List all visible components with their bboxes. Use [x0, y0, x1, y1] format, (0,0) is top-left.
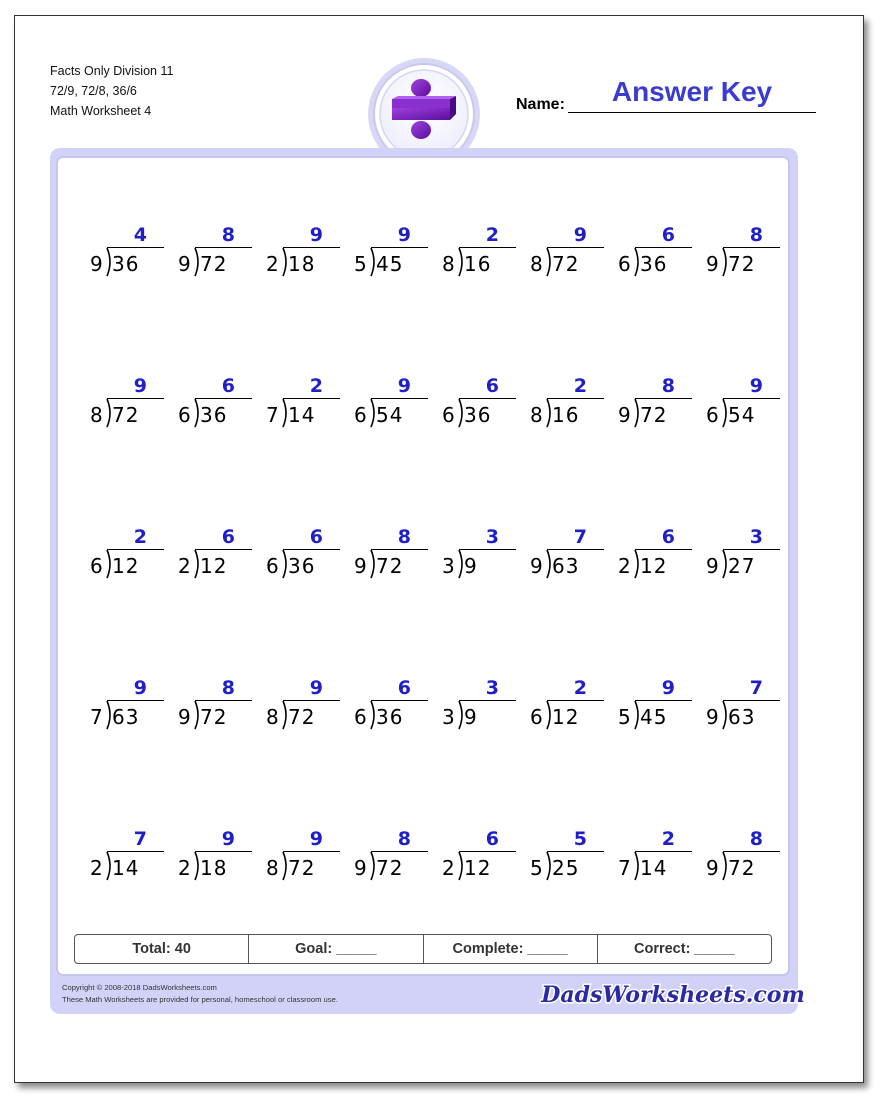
- quotient-answer: 8: [221, 224, 235, 246]
- vinculum-line: [371, 398, 428, 399]
- division-problem: [616, 526, 706, 596]
- quotient-answer: 8: [749, 224, 763, 246]
- vinculum-line: [459, 851, 516, 852]
- divisor: 9: [618, 403, 631, 427]
- division-problem: [352, 224, 442, 294]
- division-problem: [88, 224, 178, 294]
- dividend: 72: [376, 554, 404, 578]
- quotient-answer: 8: [397, 828, 411, 850]
- answer-key-label: Answer Key: [611, 76, 773, 107]
- quotient-answer: 3: [485, 677, 499, 699]
- name-line: [568, 112, 816, 113]
- quotient-answer: 7: [133, 828, 147, 850]
- vinculum-line: [283, 851, 340, 852]
- divisor: 3: [442, 705, 455, 729]
- vinculum-line: [723, 398, 780, 399]
- dividend: 72: [376, 856, 404, 880]
- vinculum-line: [107, 700, 164, 701]
- dividend: 54: [376, 403, 404, 427]
- vinculum-line: [195, 549, 252, 550]
- quotient-answer: 6: [485, 375, 499, 397]
- divisor: 7: [618, 856, 631, 880]
- divisor: 9: [354, 554, 367, 578]
- dividend: 45: [640, 705, 668, 729]
- division-problem: [616, 828, 706, 898]
- quotient-answer: 9: [309, 224, 323, 246]
- divisor: 3: [442, 554, 455, 578]
- dividend: 54: [728, 403, 756, 427]
- dividend: 72: [288, 856, 316, 880]
- divisor: 6: [354, 403, 367, 427]
- dividend: 36: [112, 252, 140, 276]
- dividend: 72: [288, 705, 316, 729]
- dividend: 36: [376, 705, 404, 729]
- quotient-answer: 6: [309, 526, 323, 548]
- name-label: Name:: [516, 96, 565, 113]
- quotient-answer: 2: [573, 375, 587, 397]
- dividend: 12: [464, 856, 492, 880]
- divisor: 8: [530, 252, 543, 276]
- vinculum-line: [371, 247, 428, 248]
- divisor: 8: [266, 705, 279, 729]
- divisor: 8: [530, 403, 543, 427]
- divisor: 9: [178, 705, 191, 729]
- divisor: 5: [354, 252, 367, 276]
- total-count: Total: 40: [75, 935, 249, 963]
- dividend: 16: [552, 403, 580, 427]
- dividend: 12: [640, 554, 668, 578]
- quotient-answer: 7: [749, 677, 763, 699]
- quotient-answer: 8: [661, 375, 675, 397]
- vinculum-line: [371, 549, 428, 550]
- dividend: 72: [728, 252, 756, 276]
- usage-line: These Math Worksheets are provided for personal, homeschool or classroom use.: [62, 995, 338, 1004]
- correct-field: Correct: _____: [634, 941, 735, 957]
- divisor: 9: [706, 252, 719, 276]
- dividend: 72: [112, 403, 140, 427]
- quotient-answer: 8: [221, 677, 235, 699]
- dividend: 45: [376, 252, 404, 276]
- vinculum-line: [635, 549, 692, 550]
- division-problem: [176, 224, 266, 294]
- dividend: 14: [112, 856, 140, 880]
- worksheet-subtitle: 72/9, 72/8, 36/6: [50, 84, 137, 98]
- divisor: 5: [618, 705, 631, 729]
- divisor: 6: [354, 705, 367, 729]
- divisor: 2: [442, 856, 455, 880]
- dividend: 36: [640, 252, 668, 276]
- quotient-answer: 6: [661, 224, 675, 246]
- dividend: 14: [288, 403, 316, 427]
- division-problem: [440, 677, 530, 747]
- quotient-answer: 7: [573, 526, 587, 548]
- brand-logo-text: DadsWorksheets.com: [541, 982, 805, 1008]
- divisor: 6: [266, 554, 279, 578]
- vinculum-line: [195, 247, 252, 248]
- quotient-answer: 4: [133, 224, 147, 246]
- divisor: 9: [354, 856, 367, 880]
- quotient-answer: 9: [661, 677, 675, 699]
- vinculum-line: [723, 700, 780, 701]
- division-problem: [528, 828, 618, 898]
- complete-field: Complete: _____: [424, 935, 598, 963]
- vinculum-line: [195, 398, 252, 399]
- vinculum-line: [723, 247, 780, 248]
- vinculum-line: [195, 700, 252, 701]
- quotient-answer: 9: [397, 224, 411, 246]
- division-problem: [440, 224, 530, 294]
- vinculum-line: [635, 247, 692, 248]
- division-problem: [352, 526, 442, 596]
- vinculum-line: [723, 851, 780, 852]
- vinculum-line: [107, 549, 164, 550]
- divisor: 6: [90, 554, 103, 578]
- quotient-answer: 2: [485, 224, 499, 246]
- dividend: 72: [552, 252, 580, 276]
- quotient-answer: 9: [309, 828, 323, 850]
- quotient-answer: 6: [221, 375, 235, 397]
- dividend: 36: [464, 403, 492, 427]
- dividend: 27: [728, 554, 756, 578]
- divisor: 9: [530, 554, 543, 578]
- quotient-answer: 9: [221, 828, 235, 850]
- quotient-answer: 9: [133, 677, 147, 699]
- divisor: 2: [618, 554, 631, 578]
- division-problem: [264, 828, 354, 898]
- worksheet-info: [50, 61, 173, 121]
- dividend: 72: [200, 252, 228, 276]
- vinculum-line: [459, 549, 516, 550]
- divisor: 6: [530, 705, 543, 729]
- divisor: 6: [618, 252, 631, 276]
- vinculum-line: [547, 851, 604, 852]
- division-problem: [88, 828, 178, 898]
- dividend: 63: [728, 705, 756, 729]
- dividend: 18: [200, 856, 228, 880]
- vinculum-line: [547, 549, 604, 550]
- division-problem: [352, 375, 442, 445]
- worksheet-title: Facts Only Division 11: [50, 64, 174, 78]
- divisor: 2: [178, 856, 191, 880]
- quotient-answer: 5: [573, 828, 587, 850]
- quotient-answer: 2: [661, 828, 675, 850]
- division-problem: [352, 828, 442, 898]
- dividend: 72: [200, 705, 228, 729]
- dividend: 63: [552, 554, 580, 578]
- quotient-answer: 2: [309, 375, 323, 397]
- divisor: 8: [442, 252, 455, 276]
- copyright-line: Copyright © 2008-2018 DadsWorksheets.com: [62, 983, 217, 992]
- vinculum-line: [283, 247, 340, 248]
- division-problem: [704, 224, 794, 294]
- quotient-answer: 9: [573, 224, 587, 246]
- dividend: 9: [464, 705, 478, 729]
- division-problem: [264, 375, 354, 445]
- vinculum-line: [283, 700, 340, 701]
- copyright-notice: [62, 982, 338, 1006]
- dividend: 18: [288, 252, 316, 276]
- vinculum-line: [107, 398, 164, 399]
- quotient-answer: 9: [133, 375, 147, 397]
- division-problem: [704, 677, 794, 747]
- divisor: 8: [266, 856, 279, 880]
- divisor: 2: [178, 554, 191, 578]
- vinculum-line: [635, 700, 692, 701]
- vinculum-line: [459, 700, 516, 701]
- division-problem: [176, 828, 266, 898]
- goal-field: Goal: _____: [249, 935, 423, 963]
- dividend: 9: [464, 554, 478, 578]
- divisor: 5: [530, 856, 543, 880]
- division-problem: [440, 526, 530, 596]
- quotient-answer: 6: [485, 828, 499, 850]
- vinculum-line: [635, 851, 692, 852]
- dividend: 25: [552, 856, 580, 880]
- vinculum-line: [195, 851, 252, 852]
- quotient-answer: 6: [221, 526, 235, 548]
- divisor: 9: [90, 252, 103, 276]
- vinculum-line: [371, 851, 428, 852]
- dividend: 14: [640, 856, 668, 880]
- dividend: 12: [112, 554, 140, 578]
- divisor: 6: [706, 403, 719, 427]
- division-problem: [176, 526, 266, 596]
- quotient-answer: 2: [573, 677, 587, 699]
- dividend: 72: [728, 856, 756, 880]
- quotient-answer: 8: [749, 828, 763, 850]
- division-problem: [264, 526, 354, 596]
- division-problem: [704, 526, 794, 596]
- vinculum-line: [635, 398, 692, 399]
- division-problem: [264, 677, 354, 747]
- division-problem: [88, 677, 178, 747]
- vinculum-line: [723, 549, 780, 550]
- divisor: 6: [442, 403, 455, 427]
- division-problem: [528, 677, 618, 747]
- division-problem: [528, 375, 618, 445]
- division-problem: [176, 375, 266, 445]
- divisor: 9: [706, 554, 719, 578]
- quotient-answer: 6: [661, 526, 675, 548]
- dividend: 16: [464, 252, 492, 276]
- vinculum-line: [107, 851, 164, 852]
- dividend: 72: [640, 403, 668, 427]
- division-problem: [352, 677, 442, 747]
- division-problem: [616, 375, 706, 445]
- divisor: 9: [178, 252, 191, 276]
- dividend: 36: [200, 403, 228, 427]
- divisor: 8: [90, 403, 103, 427]
- division-problem: [704, 828, 794, 898]
- divisor: 2: [266, 252, 279, 276]
- vinculum-line: [547, 398, 604, 399]
- division-problem: [616, 224, 706, 294]
- score-bar: [74, 934, 772, 964]
- brand-logo: [541, 977, 805, 1011]
- vinculum-line: [459, 398, 516, 399]
- division-problem: [616, 677, 706, 747]
- quotient-answer: 9: [397, 375, 411, 397]
- quotient-answer: 3: [749, 526, 763, 548]
- division-problem: [528, 526, 618, 596]
- quotient-answer: 2: [133, 526, 147, 548]
- division-problem: [88, 375, 178, 445]
- quotient-answer: 9: [309, 677, 323, 699]
- worksheet-number: Math Worksheet 4: [50, 104, 152, 118]
- quotient-answer: 3: [485, 526, 499, 548]
- divisor: 7: [90, 705, 103, 729]
- vinculum-line: [547, 700, 604, 701]
- division-problem: [704, 375, 794, 445]
- divisor: 9: [706, 856, 719, 880]
- vinculum-line: [283, 549, 340, 550]
- quotient-answer: 6: [397, 677, 411, 699]
- divisor: 2: [90, 856, 103, 880]
- vinculum-line: [107, 247, 164, 248]
- dividend: 12: [552, 705, 580, 729]
- divisor: 7: [266, 403, 279, 427]
- division-problem: [528, 224, 618, 294]
- divisor: 9: [706, 705, 719, 729]
- divisor: 6: [178, 403, 191, 427]
- dividend: 63: [112, 705, 140, 729]
- dividend: 12: [200, 554, 228, 578]
- vinculum-line: [459, 247, 516, 248]
- quotient-answer: 8: [397, 526, 411, 548]
- vinculum-line: [283, 398, 340, 399]
- division-problem: [176, 677, 266, 747]
- division-problem: [88, 526, 178, 596]
- quotient-answer: 9: [749, 375, 763, 397]
- division-problem: [264, 224, 354, 294]
- vinculum-line: [547, 247, 604, 248]
- vinculum-line: [371, 700, 428, 701]
- dividend: 36: [288, 554, 316, 578]
- division-problem: [440, 375, 530, 445]
- division-problem: [440, 828, 530, 898]
